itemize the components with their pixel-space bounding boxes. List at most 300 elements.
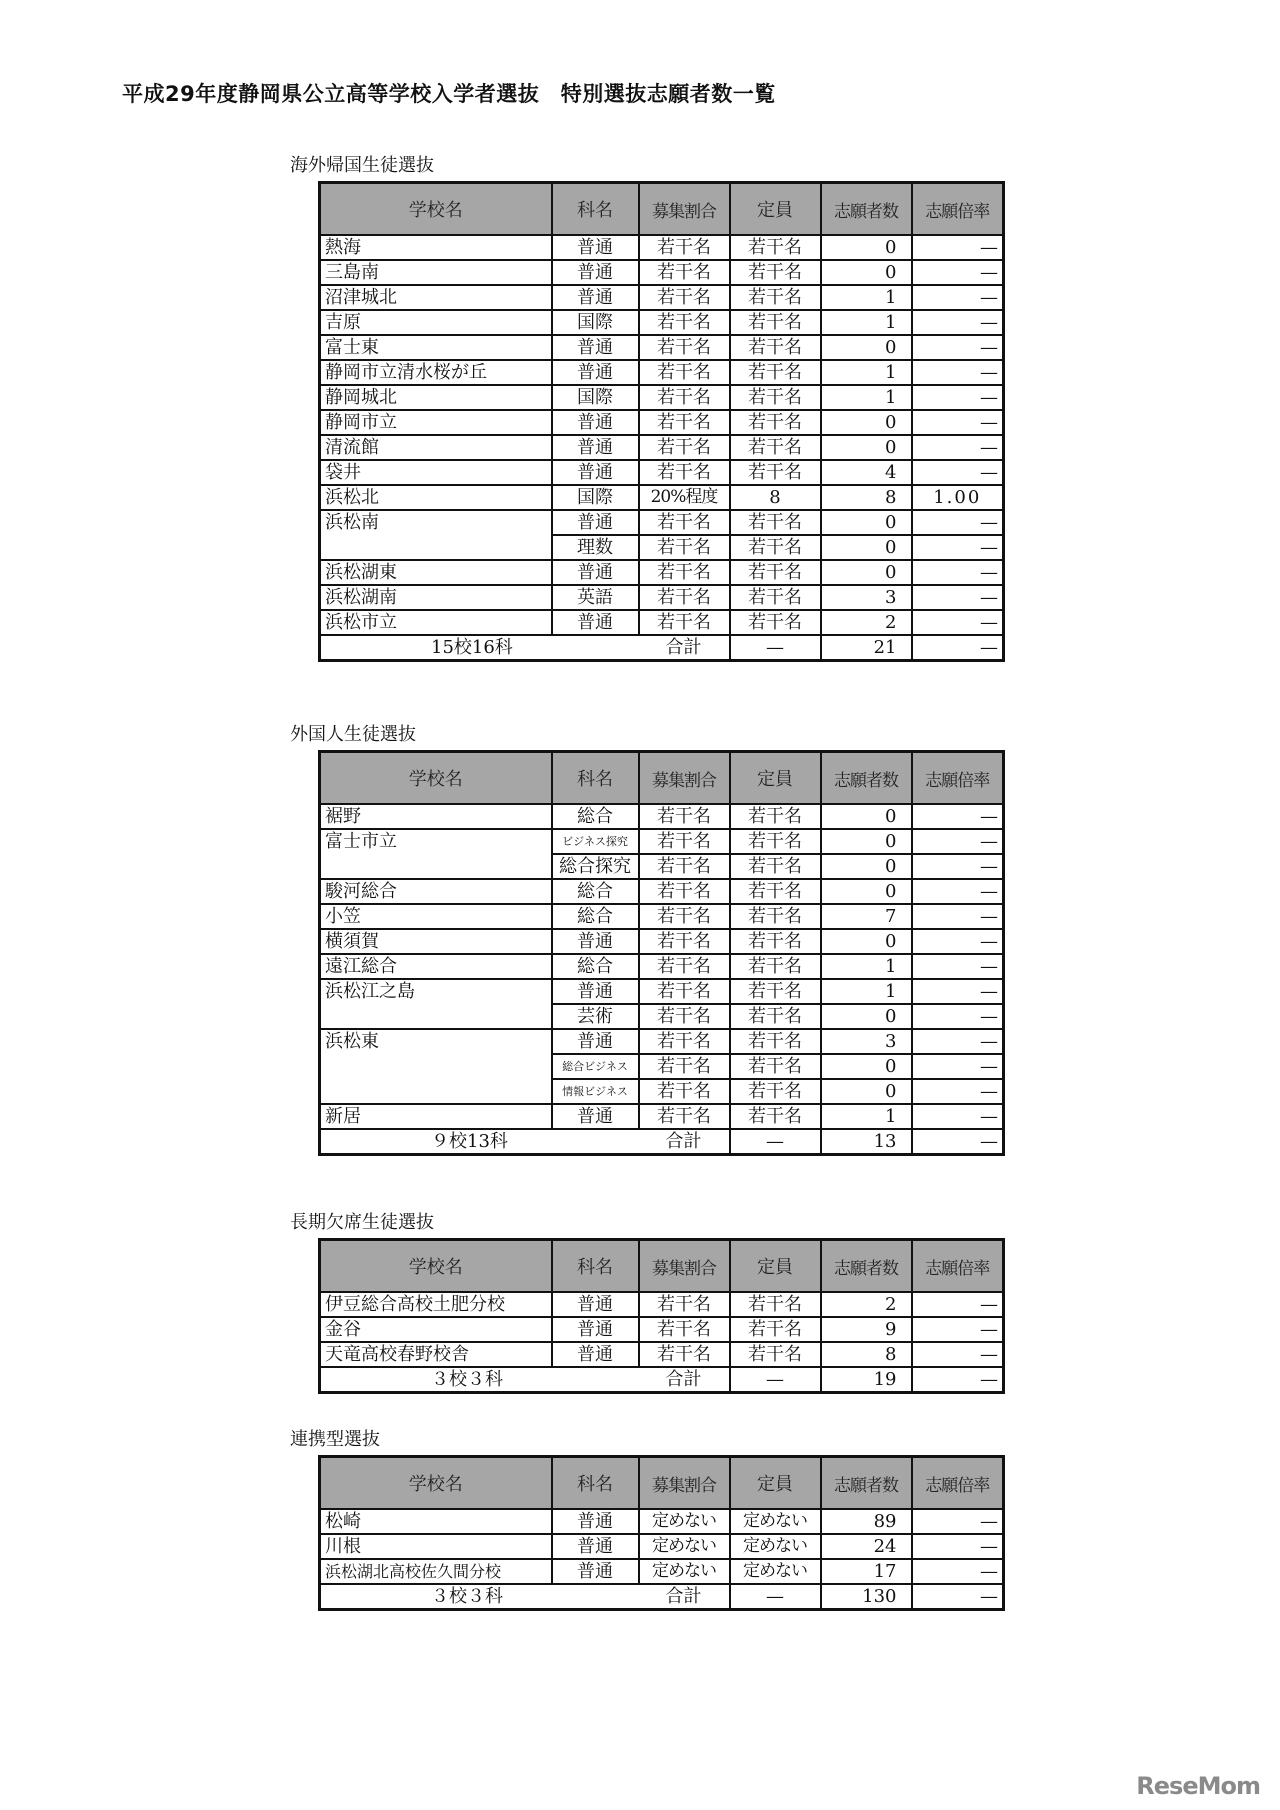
total-rate: — (912, 1584, 1004, 1610)
capacity: 若干名 (730, 854, 821, 879)
capacity: 定めない (730, 1559, 821, 1584)
recruit-ratio: 若干名 (639, 510, 730, 535)
school-name: 浜松東 (320, 1029, 552, 1104)
capacity: 定めない (730, 1534, 821, 1559)
recruit-ratio: 若干名 (639, 979, 730, 1004)
department: 普通 (552, 1509, 639, 1534)
applicant-count: 7 (821, 904, 912, 929)
application-rate: — (912, 979, 1004, 1004)
total-row (320, 635, 1004, 661)
recruit-ratio: 若干名 (639, 804, 730, 829)
school-name: 静岡城北 (320, 385, 552, 410)
table-row (320, 879, 1004, 904)
header-school: 学校名 (320, 1457, 552, 1510)
recruit-ratio: 若干名 (639, 954, 730, 979)
recruit-ratio: 若干名 (639, 410, 730, 435)
recruit-ratio: 若干名 (639, 1054, 730, 1079)
school-name: 静岡市立 (320, 410, 552, 435)
applicant-count: 0 (821, 235, 912, 260)
school-name: 横須賀 (320, 929, 552, 954)
applicant-count: 1 (821, 979, 912, 1004)
table-row (320, 804, 1004, 829)
department: 普通 (552, 285, 639, 310)
recruit-ratio: 若干名 (639, 385, 730, 410)
table-row (320, 1509, 1004, 1534)
header-applicants: 志願者数 (821, 752, 912, 805)
section-label: 連携型選抜 (290, 1429, 380, 1450)
applicant-count: 0 (821, 1054, 912, 1079)
total-count-label: ３校３科 (320, 1584, 639, 1610)
application-rate: — (912, 1292, 1004, 1317)
recruit-ratio: 若干名 (639, 854, 730, 879)
school-name: 松崎 (320, 1509, 552, 1534)
recruit-ratio: 若干名 (639, 260, 730, 285)
table-row (320, 435, 1004, 460)
school-name: 静岡市立清水桜が丘 (320, 360, 552, 385)
applicant-count: 0 (821, 1004, 912, 1029)
header-applicants: 志願者数 (821, 183, 912, 236)
section-foreign-student (290, 722, 1002, 1156)
total-sum-label: 合計 (639, 1367, 730, 1393)
capacity: 若干名 (730, 1054, 821, 1079)
applicant-count: 0 (821, 929, 912, 954)
table-row (320, 385, 1004, 410)
applicant-count: 8 (821, 1342, 912, 1367)
applicant-count: 1 (821, 360, 912, 385)
application-rate: 1.00 (912, 485, 1004, 510)
total-applicants: 13 (821, 1129, 912, 1155)
applicant-count: 0 (821, 260, 912, 285)
department: 情報ビジネス (552, 1079, 639, 1104)
school-name: 浜松市立 (320, 610, 552, 635)
total-rate: — (912, 635, 1004, 661)
applicant-count: 9 (821, 1317, 912, 1342)
applicant-count: 0 (821, 435, 912, 460)
table-row (320, 1342, 1004, 1367)
department: 普通 (552, 335, 639, 360)
section-cooperative (290, 1427, 1002, 1611)
table-body (320, 1292, 1004, 1393)
table-row (320, 954, 1004, 979)
application-rate: — (912, 310, 1004, 335)
table-header-row (320, 183, 1004, 236)
total-count-label: ３校３科 (320, 1367, 639, 1393)
department: 普通 (552, 929, 639, 954)
table-row (320, 1104, 1004, 1129)
capacity: 若干名 (730, 560, 821, 585)
total-applicants: 21 (821, 635, 912, 661)
header-capacity: 定員 (730, 1457, 821, 1510)
capacity: 若干名 (730, 410, 821, 435)
page-title: 平成29年度静岡県公立高等学校入学者選抜 特別選抜志願者数一覧 (122, 82, 776, 106)
applicant-count: 1 (821, 954, 912, 979)
table-body (320, 1509, 1004, 1610)
capacity: 若干名 (730, 1292, 821, 1317)
department: 総合 (552, 879, 639, 904)
school-name: 浜松南 (320, 510, 552, 560)
header-rate: 志願倍率 (912, 1240, 1004, 1293)
total-sum-label: 合計 (639, 635, 730, 661)
capacity: 若干名 (730, 804, 821, 829)
total-rate: — (912, 1367, 1004, 1393)
application-rate: — (912, 510, 1004, 535)
school-name: 富士東 (320, 335, 552, 360)
recruit-ratio: 若干名 (639, 1292, 730, 1317)
applicant-count: 17 (821, 1559, 912, 1584)
recruit-ratio: 定めない (639, 1534, 730, 1559)
header-ratio: 募集割合 (639, 752, 730, 805)
applicant-count: 3 (821, 1029, 912, 1054)
department: 国際 (552, 310, 639, 335)
table-row (320, 235, 1004, 260)
table-row (320, 904, 1004, 929)
application-rate: — (912, 1317, 1004, 1342)
capacity: 若干名 (730, 585, 821, 610)
capacity: 若干名 (730, 904, 821, 929)
applicant-count: 0 (821, 510, 912, 535)
capacity: 若干名 (730, 954, 821, 979)
header-rate: 志願倍率 (912, 183, 1004, 236)
table-row (320, 1317, 1004, 1342)
recruit-ratio: 若干名 (639, 1079, 730, 1104)
department: 国際 (552, 485, 639, 510)
table-row (320, 310, 1004, 335)
application-rate: — (912, 1054, 1004, 1079)
applicant-count: 4 (821, 460, 912, 485)
application-rate: — (912, 610, 1004, 635)
application-rate: — (912, 1342, 1004, 1367)
school-name: 浜松江之島 (320, 979, 552, 1029)
application-rate: — (912, 335, 1004, 360)
department: 普通 (552, 235, 639, 260)
table-row (320, 410, 1004, 435)
table-row (320, 560, 1004, 585)
header-applicants: 志願者数 (821, 1457, 912, 1510)
table-row (320, 360, 1004, 385)
school-name: 袋井 (320, 460, 552, 485)
application-rate: — (912, 285, 1004, 310)
capacity: 定めない (730, 1509, 821, 1534)
capacity: 若干名 (730, 260, 821, 285)
applicant-count: 1 (821, 1104, 912, 1129)
application-rate: — (912, 260, 1004, 285)
department: 理数 (552, 535, 639, 560)
table-row (320, 610, 1004, 635)
department: 普通 (552, 510, 639, 535)
school-name: 富士市立 (320, 829, 552, 879)
recruit-ratio: 若干名 (639, 829, 730, 854)
capacity: 若干名 (730, 510, 821, 535)
application-rate: — (912, 460, 1004, 485)
school-name: 小笠 (320, 904, 552, 929)
applicant-count: 0 (821, 804, 912, 829)
recruit-ratio: 若干名 (639, 460, 730, 485)
capacity: 若干名 (730, 1317, 821, 1342)
application-rate: — (912, 410, 1004, 435)
application-rate: — (912, 1104, 1004, 1129)
school-name: 天竜高校春野校舎 (320, 1342, 552, 1367)
total-capacity: — (730, 1129, 821, 1155)
capacity: 若干名 (730, 235, 821, 260)
department: 総合 (552, 954, 639, 979)
application-rate: — (912, 1004, 1004, 1029)
department: 国際 (552, 385, 639, 410)
table-header-row (320, 1240, 1004, 1293)
application-rate: — (912, 904, 1004, 929)
recruit-ratio: 若干名 (639, 610, 730, 635)
header-ratio: 募集割合 (639, 183, 730, 236)
capacity: 若干名 (730, 879, 821, 904)
school-name: 浜松湖南 (320, 585, 552, 610)
application-rate: — (912, 1079, 1004, 1104)
header-applicants: 志願者数 (821, 1240, 912, 1293)
application-rate: — (912, 1534, 1004, 1559)
capacity: 若干名 (730, 460, 821, 485)
recruit-ratio: 若干名 (639, 285, 730, 310)
table-row (320, 1029, 1004, 1054)
total-capacity: — (730, 1584, 821, 1610)
department: 総合探究 (552, 854, 639, 879)
recruit-ratio: 若干名 (639, 1004, 730, 1029)
header-ratio: 募集割合 (639, 1457, 730, 1510)
section-label: 長期欠席生徒選抜 (290, 1212, 434, 1233)
capacity: 若干名 (730, 535, 821, 560)
capacity: 若干名 (730, 610, 821, 635)
department: 普通 (552, 1342, 639, 1367)
department: 普通 (552, 1317, 639, 1342)
school-name: 三島南 (320, 260, 552, 285)
school-name: 金谷 (320, 1317, 552, 1342)
table-header-row (320, 752, 1004, 805)
header-school: 学校名 (320, 752, 552, 805)
total-rate: — (912, 1129, 1004, 1155)
applicant-count: 0 (821, 829, 912, 854)
recruit-ratio: 若干名 (639, 535, 730, 560)
header-dept: 科名 (552, 1240, 639, 1293)
capacity: 若干名 (730, 335, 821, 360)
total-capacity: — (730, 635, 821, 661)
department: 普通 (552, 1104, 639, 1129)
header-capacity: 定員 (730, 1240, 821, 1293)
department: 普通 (552, 1029, 639, 1054)
application-rate: — (912, 1509, 1004, 1534)
table-row (320, 585, 1004, 610)
department: 普通 (552, 360, 639, 385)
applicant-count: 2 (821, 610, 912, 635)
section-label: 海外帰国生徒選抜 (290, 155, 434, 176)
applicant-count: 3 (821, 585, 912, 610)
department: 普通 (552, 560, 639, 585)
applicant-count: 0 (821, 560, 912, 585)
application-rate: — (912, 585, 1004, 610)
applicant-count: 1 (821, 310, 912, 335)
recruit-ratio: 定めない (639, 1559, 730, 1584)
application-rate: — (912, 929, 1004, 954)
school-name: 裾野 (320, 804, 552, 829)
department: 普通 (552, 260, 639, 285)
application-rate: — (912, 854, 1004, 879)
school-name: 沼津城北 (320, 285, 552, 310)
header-dept: 科名 (552, 752, 639, 805)
table-header-row (320, 1457, 1004, 1510)
school-name: 熱海 (320, 235, 552, 260)
department: 普通 (552, 1559, 639, 1584)
capacity: 若干名 (730, 385, 821, 410)
recruit-ratio: 若干名 (639, 435, 730, 460)
applicants-table (318, 750, 1005, 1156)
department: 普通 (552, 1292, 639, 1317)
department: 芸術 (552, 1004, 639, 1029)
applicant-count: 89 (821, 1509, 912, 1534)
header-dept: 科名 (552, 1457, 639, 1510)
capacity: 若干名 (730, 1004, 821, 1029)
application-rate: — (912, 954, 1004, 979)
department: 普通 (552, 1534, 639, 1559)
total-applicants: 130 (821, 1584, 912, 1610)
school-name: 駿河総合 (320, 879, 552, 904)
table-row (320, 929, 1004, 954)
department: 普通 (552, 979, 639, 1004)
application-rate: — (912, 360, 1004, 385)
capacity: 若干名 (730, 360, 821, 385)
header-dept: 科名 (552, 183, 639, 236)
applicant-count: 1 (821, 285, 912, 310)
header-capacity: 定員 (730, 752, 821, 805)
total-sum-label: 合計 (639, 1584, 730, 1610)
school-name: 遠江総合 (320, 954, 552, 979)
capacity: 若干名 (730, 1342, 821, 1367)
recruit-ratio: 若干名 (639, 560, 730, 585)
recruit-ratio: 若干名 (639, 360, 730, 385)
department: 総合 (552, 804, 639, 829)
applicant-count: 0 (821, 879, 912, 904)
capacity: 若干名 (730, 1079, 821, 1104)
school-name: 浜松北 (320, 485, 552, 510)
capacity: 若干名 (730, 829, 821, 854)
total-row (320, 1584, 1004, 1610)
header-rate: 志願倍率 (912, 752, 1004, 805)
total-count-label: 15校16科 (320, 635, 639, 661)
applicant-count: 0 (821, 854, 912, 879)
table-row (320, 979, 1004, 1004)
applicant-count: 0 (821, 1079, 912, 1104)
applicant-count: 0 (821, 535, 912, 560)
department: 普通 (552, 435, 639, 460)
applicant-count: 0 (821, 410, 912, 435)
recruit-ratio: 若干名 (639, 904, 730, 929)
resemom-logo: ReseMom (1136, 1772, 1260, 1800)
capacity: 若干名 (730, 979, 821, 1004)
table-row (320, 335, 1004, 360)
table-row (320, 1534, 1004, 1559)
table-body (320, 804, 1004, 1155)
capacity: 若干名 (730, 435, 821, 460)
total-row (320, 1129, 1004, 1155)
table-row (320, 260, 1004, 285)
total-applicants: 19 (821, 1367, 912, 1393)
applicants-table (318, 1455, 1005, 1611)
application-rate: — (912, 804, 1004, 829)
application-rate: — (912, 560, 1004, 585)
recruit-ratio: 若干名 (639, 235, 730, 260)
recruit-ratio: 若干名 (639, 585, 730, 610)
department: 普通 (552, 410, 639, 435)
application-rate: — (912, 1029, 1004, 1054)
department: 総合ビジネス (552, 1054, 639, 1079)
recruit-ratio: 20%程度 (639, 485, 730, 510)
application-rate: — (912, 535, 1004, 560)
recruit-ratio: 若干名 (639, 310, 730, 335)
capacity: 8 (730, 485, 821, 510)
recruit-ratio: 若干名 (639, 1029, 730, 1054)
applicant-count: 24 (821, 1534, 912, 1559)
application-rate: — (912, 879, 1004, 904)
total-count-label: ９校13科 (320, 1129, 639, 1155)
applicants-table (318, 181, 1005, 662)
application-rate: — (912, 385, 1004, 410)
recruit-ratio: 定めない (639, 1509, 730, 1534)
department: 英語 (552, 585, 639, 610)
section-overseas-returnee (290, 153, 1002, 662)
table-row (320, 1292, 1004, 1317)
recruit-ratio: 若干名 (639, 1342, 730, 1367)
application-rate: — (912, 235, 1004, 260)
section-long-absence (290, 1210, 1002, 1394)
table-row (320, 510, 1004, 535)
school-name: 浜松湖北高校佐久間分校 (320, 1559, 552, 1584)
table-row (320, 829, 1004, 854)
recruit-ratio: 若干名 (639, 879, 730, 904)
capacity: 若干名 (730, 310, 821, 335)
capacity: 若干名 (730, 1029, 821, 1054)
school-name: 新居 (320, 1104, 552, 1129)
department: 総合 (552, 904, 639, 929)
table-row (320, 485, 1004, 510)
table-row (320, 1559, 1004, 1584)
recruit-ratio: 若干名 (639, 929, 730, 954)
recruit-ratio: 若干名 (639, 1104, 730, 1129)
application-rate: — (912, 435, 1004, 460)
applicant-count: 8 (821, 485, 912, 510)
school-name: 川根 (320, 1534, 552, 1559)
applicant-count: 0 (821, 335, 912, 360)
department: 普通 (552, 610, 639, 635)
applicants-table (318, 1238, 1005, 1394)
header-rate: 志願倍率 (912, 1457, 1004, 1510)
table-row (320, 460, 1004, 485)
recruit-ratio: 若干名 (639, 1317, 730, 1342)
header-capacity: 定員 (730, 183, 821, 236)
application-rate: — (912, 829, 1004, 854)
total-sum-label: 合計 (639, 1129, 730, 1155)
table-row (320, 285, 1004, 310)
header-ratio: 募集割合 (639, 1240, 730, 1293)
school-name: 浜松湖東 (320, 560, 552, 585)
recruit-ratio: 若干名 (639, 335, 730, 360)
department: 普通 (552, 460, 639, 485)
section-label: 外国人生徒選抜 (290, 724, 416, 745)
header-school: 学校名 (320, 1240, 552, 1293)
capacity: 若干名 (730, 1104, 821, 1129)
capacity: 若干名 (730, 929, 821, 954)
header-school: 学校名 (320, 183, 552, 236)
applicant-count: 1 (821, 385, 912, 410)
total-row (320, 1367, 1004, 1393)
school-name: 清流館 (320, 435, 552, 460)
table-body (320, 235, 1004, 661)
application-rate: — (912, 1559, 1004, 1584)
school-name: 吉原 (320, 310, 552, 335)
